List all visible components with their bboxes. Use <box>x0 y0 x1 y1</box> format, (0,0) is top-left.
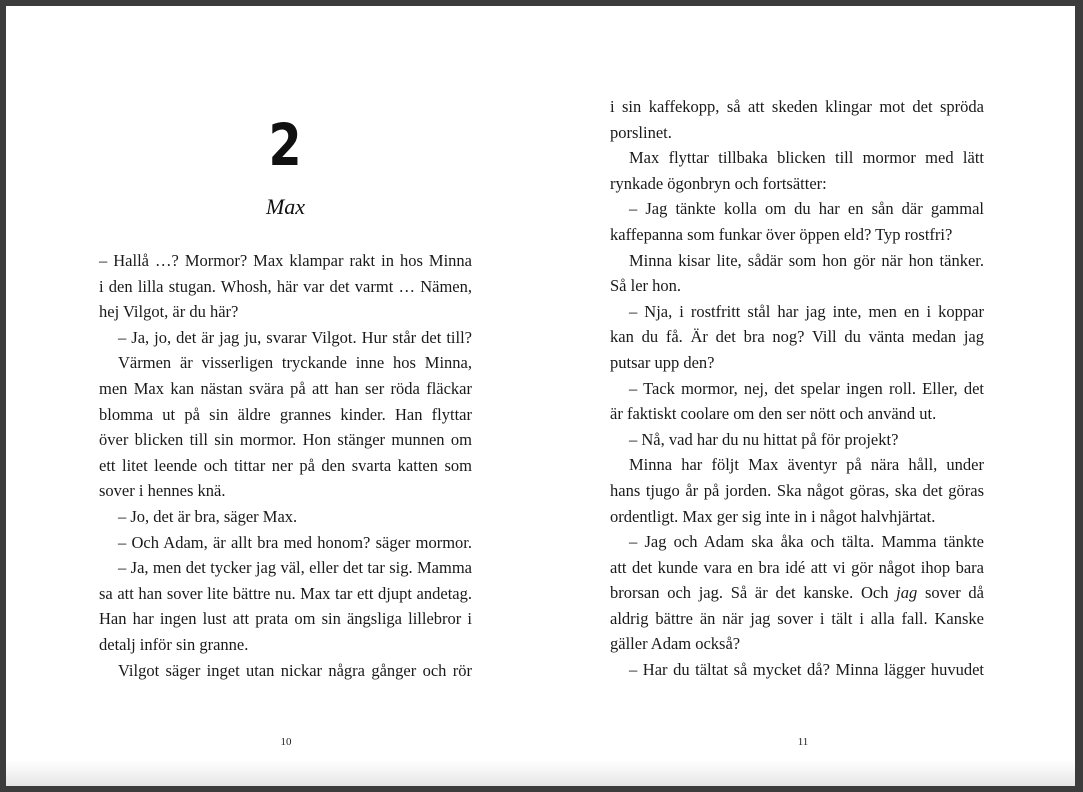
text-line: – Nja, i rostfritt stål har jag inte, men en i koppar <box>629 301 984 321</box>
text-line: – Nå, vad har du nu hittat på för projekt? <box>629 429 899 449</box>
text-line: – Har du tältat så mycket då? Minna lägger huvudet <box>629 660 984 680</box>
text-line: porslinet. <box>610 122 672 142</box>
text-line: – Ja, men det tycker jag väl, eller det tar sig. Mamma <box>118 558 472 578</box>
text-line: i sin kaffekopp, så att skeden klingar mot det spröda <box>610 97 984 116</box>
text-line: att det kunde vara en bra idé att vi gör något ihop bara <box>610 557 984 577</box>
right-body-text <box>610 94 984 683</box>
text-line: ett litet leende och tittar ner på den svarta katten som <box>99 455 472 475</box>
text-line: Max flyttar tillbaka blicken till mormor med lätt <box>629 148 984 168</box>
text-line: sover i hennes knä. <box>99 481 226 501</box>
text-line: Så ler hon. <box>610 276 682 296</box>
text-line: – Och Adam, är allt bra med honom? säger mormor. <box>118 532 472 552</box>
text-line: över blicken till sin mormor. Hon stänger munnen om <box>99 430 472 450</box>
text-line: Minna kisar lite, sådär som hon gör när hon tänker. <box>629 250 984 270</box>
text-line: men Max kan nästan svära på att han ser röda fläckar <box>99 378 472 398</box>
emphasized-word: jag <box>896 583 918 603</box>
left-body-text <box>99 248 472 683</box>
text-line: – Jag tänkte kolla om du har en sån där gammal <box>629 199 984 219</box>
book-spread <box>6 6 1075 786</box>
text-line: – Ja, jo, det är jag ju, svarar Vilgot. Hur står det till? <box>118 327 472 347</box>
text-line: gäller Adam också? <box>610 634 741 654</box>
right-page-number: 11 <box>797 736 809 748</box>
text-line: Värmen är visserligen tryckande inne hos Minna, <box>118 353 472 373</box>
text-line: detalj inför sin granne. <box>99 634 249 654</box>
text-line: aldrig bättre än när jag sover i tält i alla fall. Kanske <box>610 608 984 628</box>
text-line: Minna har följt Max äventyr på nära håll, under <box>629 455 984 475</box>
text-line: brorsan och jag. Så är det kanske. Och jag sover då <box>610 583 984 603</box>
text-line: – Jag och Adam ska åka och tälta. Mamma tänkte <box>629 532 984 552</box>
text-line: sa att han sover lite bättre nu. Max tar ett djupt andetag. <box>99 583 472 603</box>
text-line: – Tack mormor, nej, det spelar ingen roll. Eller, det <box>629 378 984 398</box>
text-line: i den lilla stugan. Whosh, här var det varmt … Nämen, <box>99 276 472 296</box>
left-page-number: 10 <box>280 736 292 748</box>
left-page <box>6 6 540 786</box>
text-line: – Jo, det är bra, säger Max. <box>118 506 298 526</box>
text-line: kan du få. Är det bra nog? Vill du vänta medan jag <box>610 327 984 347</box>
chapter-number: 2 <box>268 111 303 179</box>
text-line: rynkade ögonbryn och fortsätter: <box>610 173 827 193</box>
text-line: ordentligt. Max ger sig inte in i något halvhjärtat. <box>610 506 936 526</box>
text-line: hans tjugo år på jorden. Ska något göras, ska det göras <box>610 480 984 500</box>
text-line: putsar upp den? <box>610 352 715 372</box>
text-line: Vilgot säger inget utan nickar några gånger och rör <box>118 660 472 680</box>
text-line: kaffepanna som funkar över öppen eld? Typ rostfri? <box>610 224 953 244</box>
right-page <box>540 6 1075 786</box>
text-line: blomma ut på sin äldre grannes kinder. Han flyttar <box>99 404 472 424</box>
text-line: Han har ingen lust att prata om sin ängsliga lillebror i <box>99 609 472 629</box>
chapter-title: Max <box>265 194 306 219</box>
text-line: hej Vilgot, är du här? <box>99 302 239 322</box>
text-line: är faktiskt coolare om den ser nött och använd ut. <box>610 404 937 424</box>
text-line: – Hallå …? Mormor? Max klampar rakt in hos Minna <box>99 251 472 270</box>
